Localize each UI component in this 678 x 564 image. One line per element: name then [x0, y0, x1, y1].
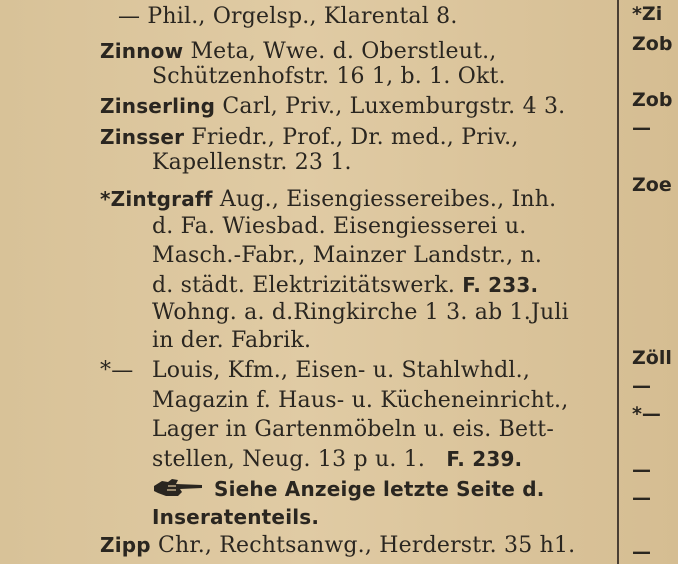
entry-zinserling-details: Carl, Priv., Luxemburgstr. 4 3. — [215, 94, 566, 119]
adjacent-column — [622, 0, 678, 564]
entry-zinsser-details: Friedr., Prof., Dr. med., Priv., — [184, 125, 519, 150]
entry-zintgraff-l4-text: d. städt. Elektrizitätswerk. — [152, 273, 456, 298]
adjacent-line: — — [632, 459, 651, 481]
entry-zinsser-cont: Kapellenstr. 23 1. — [152, 150, 352, 175]
adjacent-line: Zob — [632, 33, 673, 55]
column-rule — [617, 0, 619, 564]
entry-zinnow-cont: Schützenhofstr. 16 1, b. 1. Okt. — [152, 64, 506, 89]
entry-zinsser — [100, 124, 519, 151]
entry-louis-prefix: *— — [100, 358, 134, 383]
surname-zinserling: Zinserling — [100, 94, 216, 118]
entry-zintgraff — [100, 186, 556, 213]
adjacent-line: *Zi — [632, 3, 663, 25]
entry-louis-l6: Inseratenteils. — [152, 505, 320, 529]
surname-zipp: Zipp — [100, 533, 151, 557]
entry-louis-l4 — [152, 446, 522, 473]
entry-zintgraff-l3: Masch.-Fabr., Mainzer Landstr., n. — [152, 243, 543, 268]
adjacent-line: *— — [632, 403, 661, 425]
phone-number-louis: F. 239. — [446, 447, 523, 471]
entry-zipp — [100, 532, 575, 559]
entry-louis-l3: Lager in Gartenmöbeln u. eis. Bett- — [152, 417, 554, 442]
entry-zintgraff-l6: in der. Fabrik. — [152, 328, 312, 353]
entry-line-phil: — Phil., Orgelsp., Klarental 8. — [118, 4, 458, 29]
entry-zinnow — [100, 38, 497, 65]
phone-number-zintgraff: F. 233. — [462, 273, 539, 297]
surname-zinnow: Zinnow — [100, 39, 184, 63]
entry-zintgraff-details: Aug., Eisengiessereibes., Inh. — [212, 187, 557, 212]
entry-zipp-details: Chr., Rechtsanwg., Herderstr. 35 h1. — [150, 533, 576, 558]
adjacent-line: Zöll — [632, 347, 672, 369]
advert-reference: Siehe Anzeige letzte Seite d. — [214, 477, 545, 501]
adjacent-line: — — [632, 117, 651, 139]
entry-zintgraff-l2: d. Fa. Wiesbad. Eisengiesserei u. — [152, 214, 527, 239]
surname-zinsser: Zinsser — [100, 125, 185, 149]
entry-louis-l5 — [152, 476, 545, 503]
entry-louis-details: Louis, Kfm., Eisen- u. Stahlwhdl., — [152, 358, 531, 383]
entry-louis-l2: Magazin f. Haus- u. Kücheneinricht., — [152, 388, 569, 413]
adjacent-line: Zob — [632, 89, 673, 111]
surname-zintgraff: *Zintgraff — [100, 187, 213, 211]
adjacent-line: — — [632, 487, 651, 509]
entry-zinnow-details: Meta, Wwe. d. Oberstleut., — [183, 39, 497, 64]
adjacent-line: Zoe — [632, 174, 672, 196]
adjacent-line: — — [632, 541, 651, 563]
entry-zinserling — [100, 93, 565, 120]
entry-zintgraff-l4 — [152, 272, 538, 299]
entry-louis-l4-text: stellen, Neug. 13 p u. 1. — [152, 447, 426, 472]
adjacent-line: — — [632, 375, 651, 397]
entry-zintgraff-l5: Wohng. a. d.Ringkirche 1 3. ab 1.Juli — [152, 300, 569, 325]
entry-louis — [100, 358, 530, 384]
pointing-hand-icon — [152, 477, 204, 499]
